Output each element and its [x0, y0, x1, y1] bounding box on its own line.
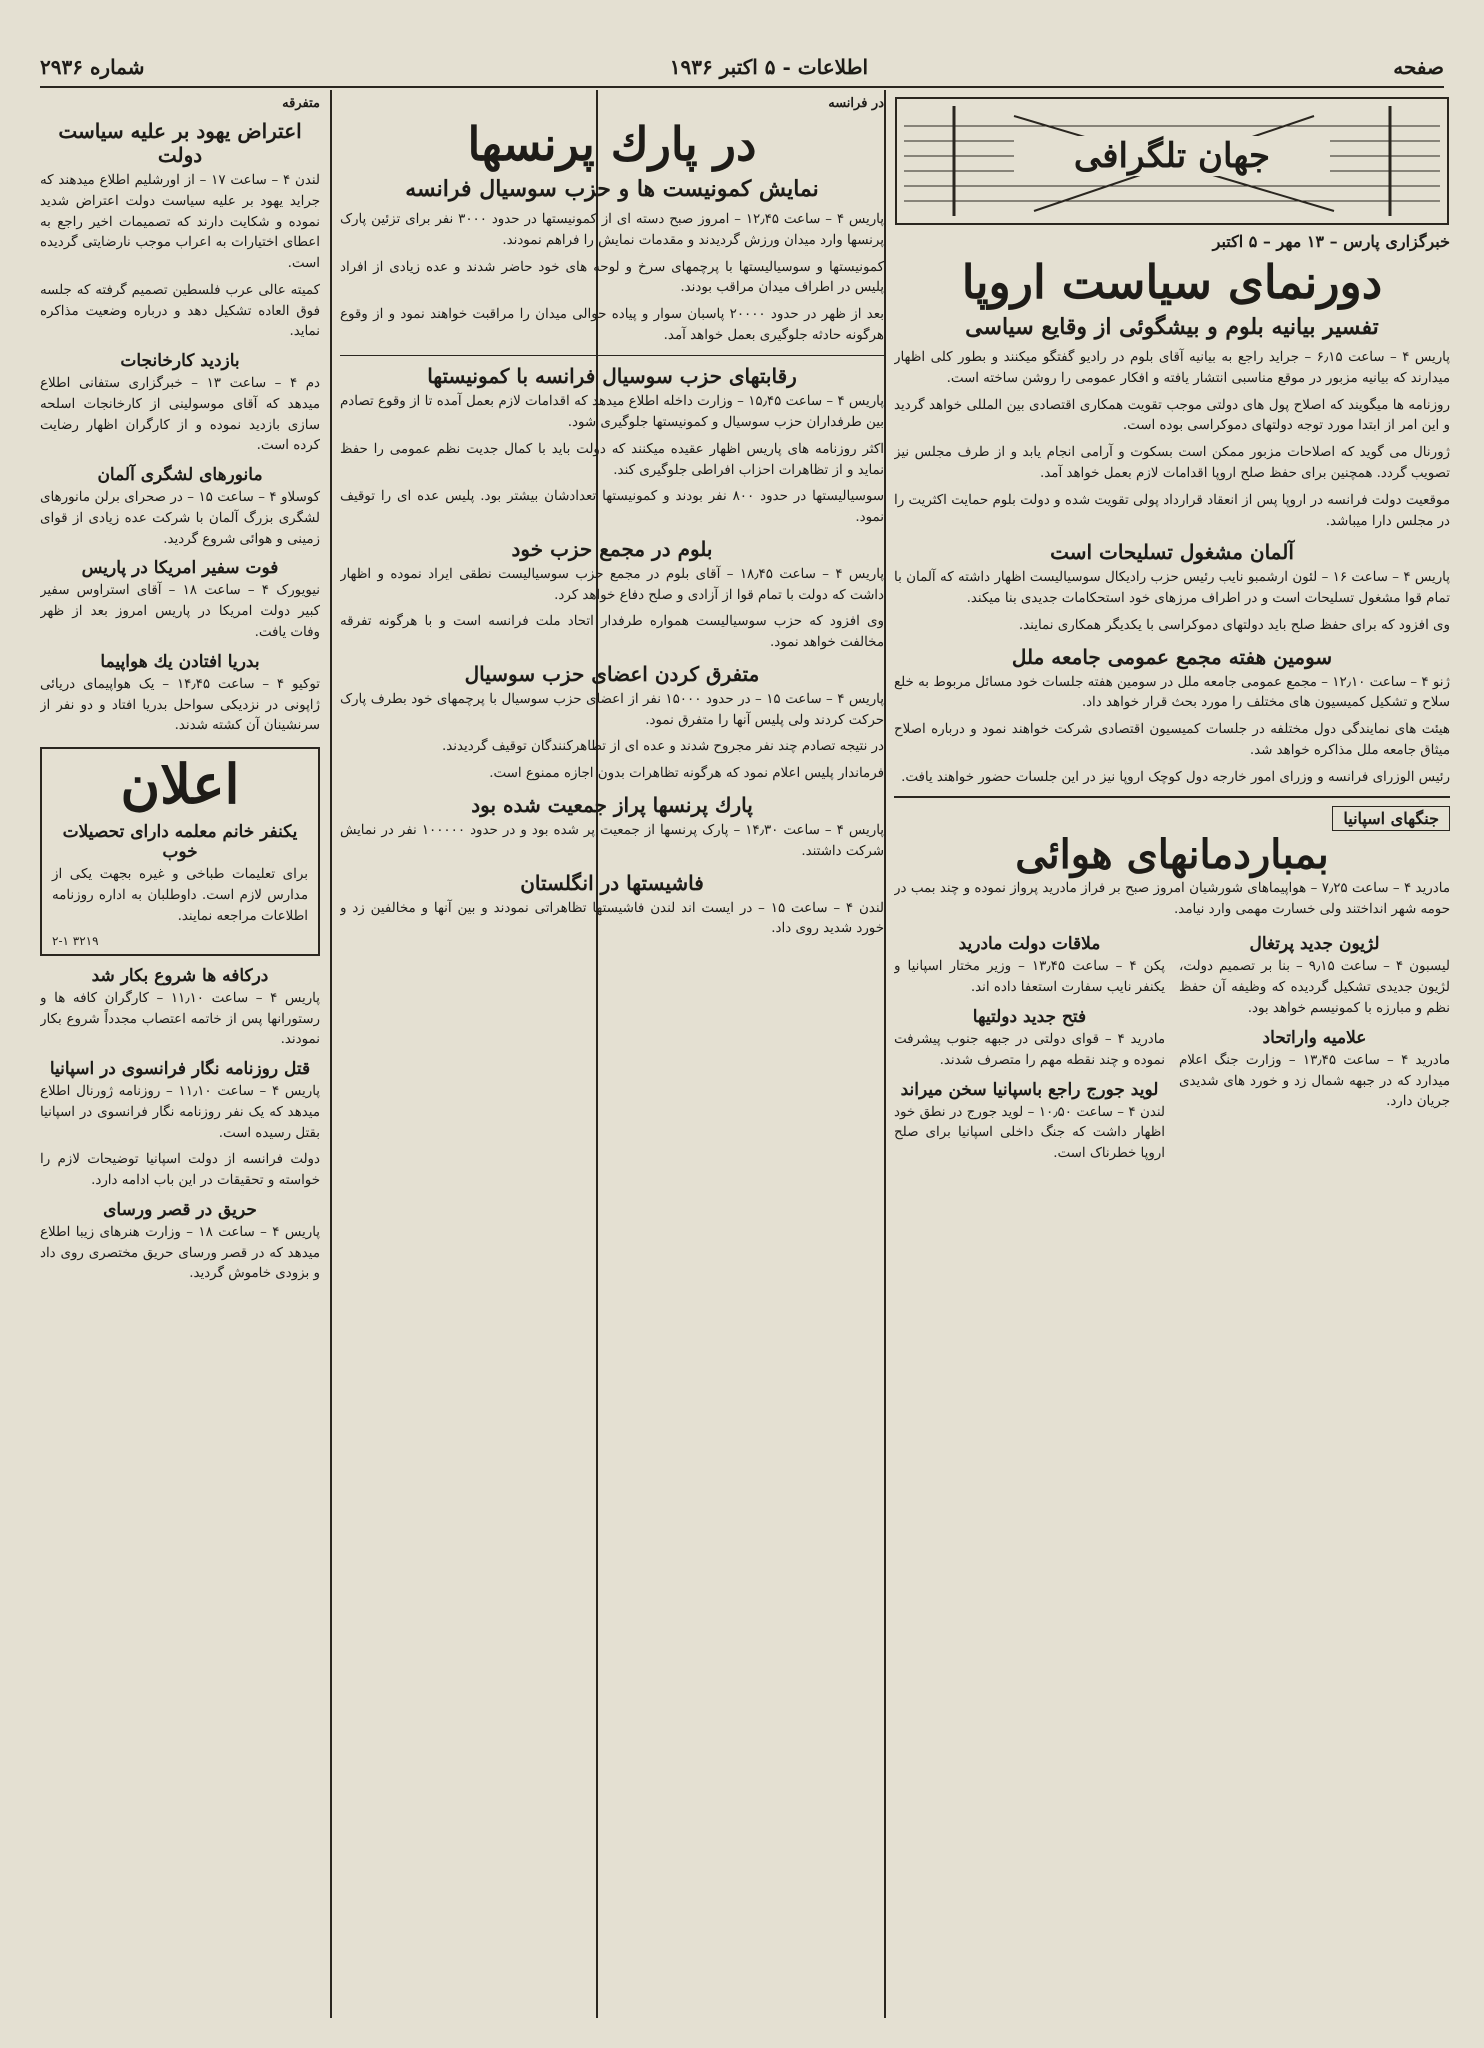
article-paragraph: پاریس ۴ – ساعت ۱۸٫۴۵ – آقای بلوم در مجمع حزب سوسیالیست نطقی ایراد نموده و اظهار داشت که دولت با تمام قوا از آزادی و صلح دفاع خواهد کرد.	[340, 566, 884, 603]
article-title: بدریا افتادن یك هواپیما	[100, 651, 260, 672]
article-paragraph: کوسلاو ۴ – ساعت ۱۵ – در صحرای برلن مانورهای لشگری بزرگ آلمان با شرکت عده زیادی از قوای زمینی و هوائی شروع گردید.	[40, 490, 320, 547]
article-paragraph: موقعیت دولت فرانسه در اروپا پس از انعقاد قرارداد پولی تقویت شده و دولت بلوم حمایت اکثریت را در مجلس دارا میباشد.	[894, 492, 1450, 529]
article-paragraph: پاریس ۴ – ساعت ۱۱٫۱۰ – روزنامه ژورنال اطلاع میدهد که یک نفر روزنامه نگار فرانسوی در اسپانیا بقتل رسیده است.	[40, 1084, 320, 1141]
article-paragraph: توکیو ۴ – ساعت ۱۴٫۴۵ – یک هواپیمای دریائی ژاپونی در نزدیکی سواحل بدریا افتاد و دو نفر از سرنشینان آن کشته شدند.	[40, 676, 320, 734]
subcolumn	[1179, 926, 1450, 1170]
article-paragraph: پاریس ۴ – ساعت ۱۶ – لئون ارشمبو نایب رئیس حزب رادیکال سوسیالیست اظهار داشته که آلمان با تمام قوا مشغول تسلیحات است و در اطراف مرزهای خود استحکامات جدیدی بنا میکند.	[894, 570, 1450, 607]
article-title: پارك پرنسها پراز جمعیت شده بود	[471, 793, 753, 817]
page-header	[40, 52, 1444, 82]
article-paragraph: پاریس ۴ – ساعت ۱۸ – وزارت هنرهای زیبا اطلاع میدهد که در قصر ورسای حریق مختصری روی داد و بزودی خاموش گردید.	[40, 1224, 320, 1282]
article-paragraph: پاریس ۴ – ساعت ۱۵٫۴۵ – وزارت داخله اطلاع میدهد که اقدامات لازم بعمل آمده تا از وقوع تصادم بین طرفداران حزب سوسیال و کمونیستها جلوگیری شود.	[340, 394, 884, 431]
article-title: علامیه واراتحاد	[1262, 1027, 1367, 1048]
article-paragraph: ژورنال می گوید که اصلاحات مزبور ممکن است بسکوت و آرامی انجام یابد و از طرف مجلس نیز تصویب گردد. همچنین برای حفظ صلح اروپا اقدامات لازم بعمل خواهد آمد.	[894, 445, 1450, 482]
article-paragraph: پاریس ۴ – ساعت ۶٫۱۵ – جراید راجع به بیانیه آقای بلوم در رادیو گفتگو میکنند و بطور کلی اظهار میدارند که بیانیه مزبور در موقع مناسبی انتشار یافته و افکار عمومی را روشن ساخته است.	[894, 350, 1450, 386]
article-paragraph: پاریس ۴ – ساعت ۱۴٫۳۰ – پارک پرنسها از جمعیت پر شده بود و در حدود ۱۰۰۰۰۰ نفر در نمایش شرکت داشتند.	[340, 823, 884, 859]
article-paragraph: روزنامه ها میگویند که اصلاح پول های دولتی موجب تقویت همکاری اقتصادی بین المللی خواهد گردید و این امر از ابتدا مورد توجه دولتهای دموکراسی بوده است.	[894, 397, 1450, 434]
ad-headline: اعلان	[120, 752, 240, 817]
article-title: متفرق کردن اعضای حزب سوسیال	[464, 661, 760, 686]
section-tag: در فرانسه	[828, 96, 884, 111]
article-title: بازدید کارخانجات	[120, 351, 240, 372]
article-title: ملاقات دولت مادرید	[958, 934, 1101, 955]
article-paragraph: پکن ۴ – ساعت ۱۳٫۴۵ – وزیر مختار اسپانیا و یکنفر نایب سفارت استعفا داده اند.	[894, 959, 1166, 996]
article-paragraph: کمونیستها و سوسیالیستها با پرچمهای سرخ و لوحه های خود حاضر شدند و عده زیادی از افراد پلیس در اطراف میدان مراقب بودند.	[340, 259, 884, 296]
page-label: صفحه	[1393, 55, 1444, 79]
article-title: حریق در قصر ورسای	[103, 1199, 257, 1220]
article-paragraph: نیویورک ۴ – ساعت ۱۸ – آقای استراوس سفیر کبیر دولت امریکا در پاریس امروز بعد از ظهر وفات یافت.	[40, 583, 320, 641]
article-title: سومین هفته مجمع عمومی جامعه ملل	[1011, 644, 1333, 669]
article-paragraph: اکثر روزنامه های پاریس اظهار عقیده میکنند که دولت باید با کمال جدیت نظم عمومی را حفظ نماید و از تظاهرات احزاب افراطی جلوگیری کند.	[340, 441, 884, 478]
column-world-politics	[894, 96, 1450, 2018]
main-subheadline: تفسیر بیانیه بلوم و بیشگوئی از وقایع سیاسی	[965, 314, 1379, 341]
article-paragraph: فرماندار پلیس اعلام نمود که هرگونه تظاهرات بدون اجازه ممنوع است.	[489, 766, 884, 782]
article-paragraph: پاریس ۴ – ساعت ۱۲٫۴۵ – امروز صبح دسته ای از کمونیستها در حدود ۳۰۰۰ نفر برای تزئین پارک پرنسها وارد میدان ورزش گردیدند و مقدمات نمایش را فراهم نمودند.	[340, 212, 884, 248]
column-france	[340, 96, 884, 2018]
column-divider	[884, 90, 886, 2018]
article-title: درکافه ها شروع بکار شد	[91, 965, 269, 986]
main-headline: دورنمای سیاست اروپا	[961, 255, 1383, 309]
article-title: اعتراض یهود بر علیه سیاست دولت	[58, 119, 302, 167]
article-paragraph: بعد از ظهر در حدود ۲۰۰۰۰ پاسبان سوار و پیاده حوالی میدان را مراقبت خواهند نمود و از وقوع هرگونه حادثه جلوگیری بعمل خواهد آمد.	[340, 307, 884, 344]
article-paragraph: مادرید ۴ – قوای دولتی در جبهه جنوب پیشرفت نموده و چند نقطه مهم را متصرف شدند.	[894, 1032, 1165, 1068]
article-paragraph: لندن ۴ – ساعت ۱۰٫۵۰ – لوید جورج در نطق خود اظهار داشت که جنگ داخلی اسپانیا برای صلح اروپا خطرناک است.	[894, 1104, 1165, 1162]
masthead-title: جهان تلگرافی	[1014, 136, 1330, 176]
article-title: آلمان مشغول تسلیحات است	[1050, 540, 1294, 565]
article-paragraph: رئیس الوزرای فرانسه و وزرای امور خارجه دول کوچک اروپا نیز در این جلسات حضور خواهند یافت.	[901, 769, 1450, 785]
article-title: رقابتهای حزب سوسیال فرانسه با کمونیستها	[427, 364, 797, 389]
subcolumn	[894, 926, 1165, 1170]
article-paragraph: مادرید ۴ – ساعت ۱۳٫۴۵ – وزارت جنگ اعلام میدارد که در جبهه شمال زد و خورد های شدیدی جریان دارد.	[1179, 1052, 1450, 1110]
ad-reference: ۲-۱ ۳۲۱۹	[52, 933, 99, 948]
article-paragraph: هیئت های نمایندگی دول مختلفه در جلسات کمیسیون اقتصادی شرکت خواهند نمود و درباره اصلاح میثاق جامعه ملل مذاکره خواهد شد.	[894, 722, 1450, 758]
article-paragraph: کمیته عالی عرب فلسطین تصمیم گرفته که جلسه فوق العاده تشکیل دهد و درباره وضعیت مذاکره نماید.	[40, 282, 320, 340]
article-title: فاشیستها در انگلستان	[520, 870, 704, 895]
paper-date: اطلاعات - ۵ اکتبر ۱۹۳۶	[669, 55, 869, 79]
article-paragraph: در نتیجه تصادم چند نفر مجروح شدند و عده ای از تظاهرکنندگان توقیف گردیدند.	[442, 739, 884, 755]
section-tag-spain: جنگهای اسپانیا	[1332, 806, 1450, 831]
section-tag: متفرقه	[282, 96, 320, 111]
ad-text: برای تعلیمات طباخی و غیره بجهت یکی از مدارس لازم است. داوطلبان به اداره روزنامه اطلاعات مراجعه نمایند.	[52, 867, 308, 924]
column-divider	[330, 90, 332, 2018]
advertisement-box	[40, 747, 320, 956]
article-paragraph: پاریس ۴ – ساعت ۱۵ – در حدود ۱۵۰۰۰ نفر از اعضای حزب سوسیال با پرچمهای خود بطرف پارک حرکت کردند ولی پلیس آنها را متفرق نمود.	[340, 691, 884, 728]
article-paragraph: وی افزود که حزب سوسیالیست همواره طرفدار اتحاد ملت فرانسه است و با هرگونه تفرقه مخالفت خواهد نمود.	[340, 614, 884, 651]
section-divider	[340, 355, 884, 357]
article-title: لوید جورج راجع باسپانیا سخن میراند	[900, 1079, 1159, 1100]
section-divider	[894, 796, 1450, 798]
article-paragraph: لندن ۴ – ساعت ۱۷ – از اورشلیم اطلاع میدهند که جراید یهود بر علیه سیاست دولت اعتراض شدید نموده و شکایت دارند که تصمیمات اخیر راجع به اعطای اختیارات به اعراب موجب نارضایتی گردیده است.	[40, 173, 320, 272]
header-rule	[40, 86, 1444, 88]
article-title: فوت سفیر امریکا در پاریس	[81, 558, 279, 579]
article-paragraph: سوسیالیستها در حدود ۸۰۰ نفر بودند و کمونیستها تعدادشان بیشتر بود. پلیس عده ای را توقیف نمود.	[340, 489, 884, 526]
article-paragraph: دم ۴ – ساعت ۱۳ – خبرگزاری ستفانی اطلاع میدهد که آقای موسولینی از کارخانجات اسلحه سازی بازدید نموده و از کارگران اظهار رضایت کرده است.	[40, 376, 320, 454]
article-paragraph: مادرید ۴ – ساعت ۷٫۲۵ – هواپیماهای شورشیان امروز صبح بر فراز مادرید پرواز نموده و چند بمب در حومه شهر انداختند ولی خسارت مهمی وارد نیامد.	[894, 880, 1450, 917]
article-paragraph: لندن ۴ – ساعت ۱۵ – در ایست اند لندن فاشیستها تظاهراتی نمودند و بین آنها و مخالفین زد و خورد شدید روی داد.	[340, 900, 884, 937]
france-subheadline: نمایش کمونیست ها و حزب سوسیال فرانسه	[405, 176, 819, 203]
column-miscellaneous	[40, 96, 320, 2018]
article-paragraph: وی افزود که برای حفظ صلح باید دولتهای دموکراسی با یکدیگر همکاری نمایند.	[1018, 617, 1450, 633]
article-paragraph: پاریس ۴ – ساعت ۱۱٫۱۰ – کارگران کافه ها و رستورانها پس از خاتمه اعتصاب مجدداً شروع بکار نمودند.	[40, 990, 320, 1048]
article-title: لژیون جدید پرتغال	[1249, 934, 1380, 955]
dateline: خبرگزاری پارس – ۱۳ مهر – ۵ اکتبر	[1212, 232, 1450, 251]
spain-headline: بمباردمانهای هوائی	[1015, 830, 1329, 878]
issue-number: شماره ۲۹۳۶	[40, 55, 145, 79]
article-title: فتح جدید دولتیها	[972, 1007, 1087, 1027]
masthead-telegraph	[894, 96, 1450, 226]
france-headline: در پارك پرنسها	[467, 117, 757, 171]
article-title: مانورهای لشگری آلمان	[97, 465, 263, 486]
ad-subtitle: یکنفر خانم معلمه دارای تحصیلات خوب	[62, 822, 298, 863]
two-column-block	[894, 926, 1450, 1170]
article-paragraph: دولت فرانسه از دولت اسپانیا توضیحات لازم را خواسته و تحقیقات در این باب ادامه دارد.	[40, 1152, 320, 1189]
article-paragraph: ژنو ۴ – ساعت ۱۲٫۱۰ – مجمع عمومی جامعه ملل در سومین هفته جلسات خود مسائل مربوط به خلع سلاح و تشکیل کمیسیون های مختلف را مورد بحث قرار خواهد داد.	[894, 674, 1450, 711]
article-title: قتل روزنامه نگار فرانسوی در اسپانیا	[49, 1059, 311, 1080]
article-paragraph: لیسبون ۴ – ساعت ۹٫۱۵ – بنا بر تصمیم دولت، لژیون جدیدی تشکیل گردیده که وظیفه آن حفظ نظم و مبارزه با کمونیسم خواهد بود.	[1179, 959, 1450, 1016]
article-title: بلوم در مجمع حزب خود	[511, 536, 713, 561]
